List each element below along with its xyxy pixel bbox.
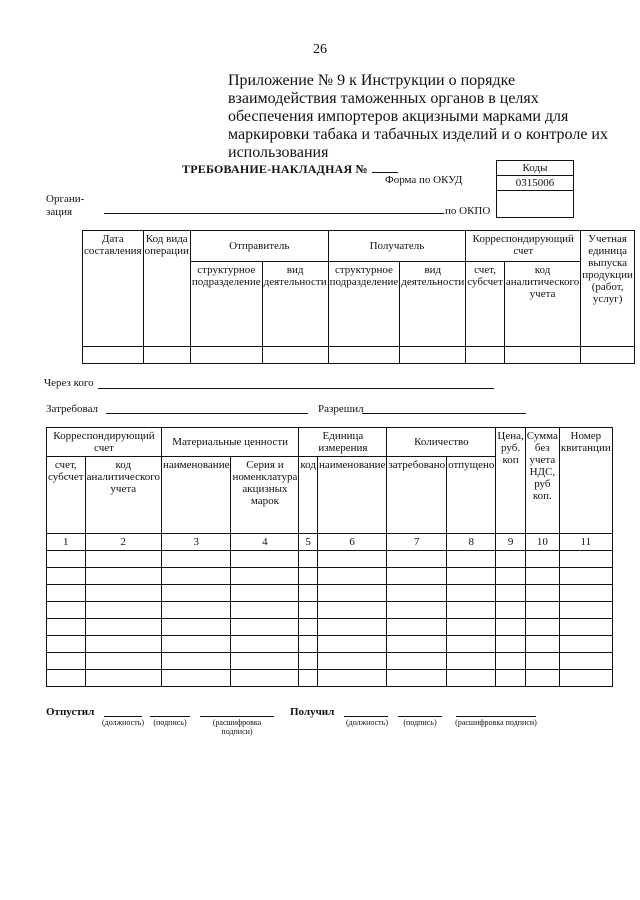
table-cell[interactable] xyxy=(85,568,161,585)
through-label: Через кого xyxy=(44,377,94,389)
cell-receiver-activity[interactable] xyxy=(400,347,466,364)
table-cell[interactable] xyxy=(387,551,447,568)
materials-header: Материальные ценности xyxy=(161,428,298,457)
received-by-label: Получил xyxy=(290,706,335,718)
table-cell[interactable] xyxy=(317,670,386,687)
table-cell[interactable] xyxy=(47,585,86,602)
received-position-field[interactable] xyxy=(344,716,388,717)
corr-analytic-code: код аналитического учета xyxy=(504,262,580,347)
quantity-header: Количество xyxy=(387,428,496,457)
op-code-header: Код вида операции xyxy=(143,231,190,347)
table-cell[interactable] xyxy=(231,568,299,585)
table-cell[interactable] xyxy=(231,670,299,687)
table-cell[interactable] xyxy=(47,551,86,568)
t2-series: Серия и номенклатура акцизных марок xyxy=(231,457,299,534)
table-row xyxy=(47,585,613,602)
receipt-header: Номер квитанции xyxy=(559,428,612,534)
table-cell[interactable] xyxy=(387,670,447,687)
t2-name: наименование xyxy=(161,457,230,534)
table-cell[interactable] xyxy=(559,636,612,653)
table-cell[interactable] xyxy=(47,602,86,619)
sum-header: Сумма без учета НДС, руб коп. xyxy=(525,428,559,534)
table-cell[interactable] xyxy=(559,585,612,602)
table-row xyxy=(47,619,613,636)
table-cell[interactable] xyxy=(447,585,496,602)
cell-sender-unit[interactable] xyxy=(190,347,262,364)
table-cell[interactable] xyxy=(387,636,447,653)
table-cell[interactable] xyxy=(525,585,559,602)
table-cell[interactable] xyxy=(447,670,496,687)
t2-analytic-code: код аналитического учета xyxy=(85,457,161,534)
table-cell[interactable] xyxy=(85,551,161,568)
table-cell[interactable] xyxy=(299,585,318,602)
table-cell[interactable] xyxy=(231,585,299,602)
unit-measure-header: Единица измерения xyxy=(299,428,387,457)
table-cell[interactable] xyxy=(85,653,161,670)
table-cell[interactable] xyxy=(47,653,86,670)
released-decoding-field[interactable] xyxy=(200,716,274,717)
header-table xyxy=(82,230,635,364)
table-cell[interactable] xyxy=(85,585,161,602)
okud-code: 0315006 xyxy=(497,176,573,191)
cell-analytic[interactable] xyxy=(504,347,580,364)
table-cell[interactable] xyxy=(299,619,318,636)
table-cell[interactable] xyxy=(525,636,559,653)
table-cell[interactable] xyxy=(85,602,161,619)
table-cell[interactable] xyxy=(447,636,496,653)
table-cell[interactable] xyxy=(387,619,447,636)
requested-field[interactable] xyxy=(106,413,308,414)
table-cell[interactable] xyxy=(525,670,559,687)
table-cell[interactable] xyxy=(317,551,386,568)
cell-date[interactable] xyxy=(83,347,144,364)
table-cell[interactable] xyxy=(47,636,86,653)
table-cell[interactable] xyxy=(496,568,525,585)
table-cell[interactable] xyxy=(496,653,525,670)
table-cell[interactable] xyxy=(299,636,318,653)
through-field[interactable] xyxy=(98,388,494,389)
table-cell[interactable] xyxy=(447,619,496,636)
col-number: 8 xyxy=(447,534,496,551)
col-number: 7 xyxy=(387,534,447,551)
table-cell[interactable] xyxy=(559,670,612,687)
cell-sender-activity[interactable] xyxy=(262,347,328,364)
table-cell[interactable] xyxy=(231,602,299,619)
table-cell[interactable] xyxy=(161,636,230,653)
allowed-field[interactable] xyxy=(362,413,526,414)
items-table xyxy=(46,427,613,687)
t2-account: счет, субсчет xyxy=(47,457,86,534)
table-cell[interactable] xyxy=(47,619,86,636)
table-cell[interactable] xyxy=(496,551,525,568)
released-decoding-caption: (расшифровка подписи) xyxy=(212,718,262,736)
col-number: 6 xyxy=(317,534,386,551)
released-position-field[interactable] xyxy=(104,716,142,717)
sender-header: Отправитель xyxy=(190,231,328,262)
cell-unit[interactable] xyxy=(581,347,635,364)
receiver-header: Получатель xyxy=(328,231,466,262)
table-cell[interactable] xyxy=(387,585,447,602)
okpo-code-field[interactable] xyxy=(497,191,573,217)
table-cell[interactable] xyxy=(231,636,299,653)
sender-struct-unit: структурное подразделение xyxy=(190,262,262,347)
t2-released: отпущено xyxy=(447,457,496,534)
col-number: 4 xyxy=(231,534,299,551)
table-cell[interactable] xyxy=(47,568,86,585)
column-number-row xyxy=(47,534,613,551)
form-title: ТРЕБОВАНИЕ-НАКЛАДНАЯ № xyxy=(182,162,398,177)
table-cell[interactable] xyxy=(231,619,299,636)
annex-text: Приложение № 9 к Инструкции о порядке взаимодействия таможенных органов в целях обеспечения импортеров акцизными марками для маркировки табака и табачных изделий и о контроле их использования xyxy=(228,72,608,161)
t2-corr-account-header: Корреспондирующий счет xyxy=(47,428,162,457)
table-cell[interactable] xyxy=(47,670,86,687)
table-cell[interactable] xyxy=(85,636,161,653)
table-cell[interactable] xyxy=(161,602,230,619)
table-cell[interactable] xyxy=(231,551,299,568)
table-cell[interactable] xyxy=(317,602,386,619)
table-cell[interactable] xyxy=(299,551,318,568)
cell-receiver-unit[interactable] xyxy=(328,347,400,364)
table-row xyxy=(47,568,613,585)
col-number: 9 xyxy=(496,534,525,551)
table-cell[interactable] xyxy=(496,585,525,602)
table-cell[interactable] xyxy=(317,585,386,602)
table-cell[interactable] xyxy=(299,602,318,619)
table-cell[interactable] xyxy=(161,551,230,568)
codes-box xyxy=(496,160,574,218)
page-number: 26 xyxy=(313,42,327,57)
codes-header: Коды xyxy=(497,161,573,176)
released-signature-caption: (подпись) xyxy=(153,718,187,727)
received-position-caption: (должность) xyxy=(346,718,388,727)
table-cell[interactable] xyxy=(387,653,447,670)
table-cell[interactable] xyxy=(447,602,496,619)
released-by-label: Отпустил xyxy=(46,706,95,718)
col-number: 3 xyxy=(161,534,230,551)
table-cell[interactable] xyxy=(299,568,318,585)
table-cell[interactable] xyxy=(525,653,559,670)
table-cell[interactable] xyxy=(161,653,230,670)
table-cell[interactable] xyxy=(559,653,612,670)
released-signature-field[interactable] xyxy=(150,716,190,717)
table-cell[interactable] xyxy=(161,568,230,585)
okud-label: Форма по ОКУД xyxy=(385,174,463,186)
table-cell[interactable] xyxy=(559,619,612,636)
table-cell[interactable] xyxy=(387,568,447,585)
t2-unit-name: наименование xyxy=(317,457,386,534)
cell-account[interactable] xyxy=(466,347,505,364)
okpo-label: по ОКПО xyxy=(445,205,491,217)
table-row xyxy=(47,551,613,568)
col-number: 11 xyxy=(559,534,612,551)
table-cell[interactable] xyxy=(161,619,230,636)
table-cell[interactable] xyxy=(299,653,318,670)
price-header: Цена, руб. коп xyxy=(496,428,525,534)
table-cell[interactable] xyxy=(447,568,496,585)
table-cell[interactable] xyxy=(447,653,496,670)
table-cell[interactable] xyxy=(525,551,559,568)
table-cell[interactable] xyxy=(496,636,525,653)
table-cell[interactable] xyxy=(496,602,525,619)
table-cell[interactable] xyxy=(317,619,386,636)
receiver-struct-unit: структурное подразделение xyxy=(328,262,400,347)
cell-op-code[interactable] xyxy=(143,347,190,364)
table-cell[interactable] xyxy=(317,653,386,670)
col-number: 10 xyxy=(525,534,559,551)
table-cell[interactable] xyxy=(496,619,525,636)
received-signature-field[interactable] xyxy=(398,716,442,717)
released-position-caption: (должность) xyxy=(102,718,144,727)
requested-label: Затребовал xyxy=(46,403,99,415)
table-cell[interactable] xyxy=(559,551,612,568)
col-number: 5 xyxy=(299,534,318,551)
table-cell[interactable] xyxy=(161,585,230,602)
organization-field[interactable] xyxy=(104,213,444,214)
table-cell[interactable] xyxy=(496,670,525,687)
table-cell[interactable] xyxy=(387,602,447,619)
organization-label: Органи- зация xyxy=(46,193,85,218)
table-cell[interactable] xyxy=(299,670,318,687)
table-row xyxy=(47,653,613,670)
table-row xyxy=(47,636,613,653)
receiver-activity: вид деятельности xyxy=(400,262,466,347)
col-number: 1 xyxy=(47,534,86,551)
received-decoding-caption: (расшифровка подписи) xyxy=(455,718,537,727)
table-row xyxy=(47,602,613,619)
t2-requested: затребовано xyxy=(387,457,447,534)
table-cell[interactable] xyxy=(317,568,386,585)
table-cell[interactable] xyxy=(161,670,230,687)
table-cell[interactable] xyxy=(559,602,612,619)
sender-activity: вид деятельности xyxy=(262,262,328,347)
table-cell[interactable] xyxy=(317,636,386,653)
corr-account-header: Корреспондирующий счет xyxy=(466,231,581,262)
allowed-label: Разрешил xyxy=(318,403,364,415)
received-decoding-field[interactable] xyxy=(456,716,536,717)
col-number: 2 xyxy=(85,534,161,551)
table-cell[interactable] xyxy=(559,568,612,585)
received-signature-caption: (подпись) xyxy=(403,718,437,727)
table-cell[interactable] xyxy=(231,653,299,670)
table-cell[interactable] xyxy=(525,568,559,585)
corr-account-sub: счет, субсчет xyxy=(466,262,505,347)
table-cell[interactable] xyxy=(525,619,559,636)
table-cell[interactable] xyxy=(525,602,559,619)
unit-header: Учетная единица выпуска продукции (работ, услуг) xyxy=(581,231,635,347)
table-cell[interactable] xyxy=(85,619,161,636)
table-row xyxy=(47,670,613,687)
date-header: Дата составления xyxy=(83,231,144,347)
table-cell[interactable] xyxy=(85,670,161,687)
table-cell[interactable] xyxy=(447,551,496,568)
t2-code: код xyxy=(299,457,318,534)
